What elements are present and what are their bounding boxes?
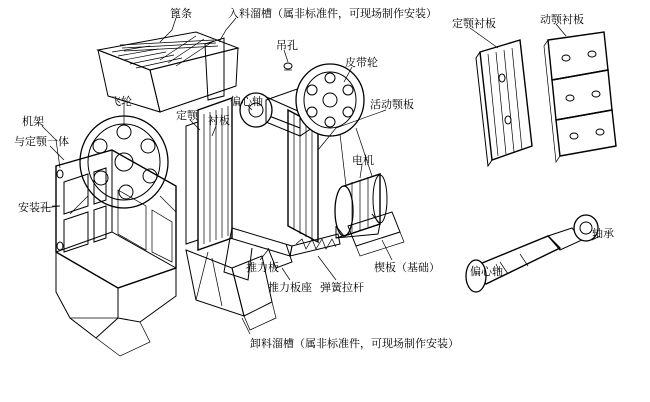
label-lifting-hole: 吊孔 <box>276 39 298 52</box>
label-motor: 电机 <box>352 154 374 167</box>
eccentric-shaft-assembly-art <box>466 215 598 292</box>
label-toggle-plate: 推力板 <box>246 261 279 274</box>
label-frame-integral: 与定颚一体 <box>14 135 69 148</box>
label-eccentric-shaft-right: 偏心轴 <box>470 265 503 278</box>
label-movable-jaw: 活动颚板 <box>370 98 414 111</box>
label-feed-chute: 入料溜槽（属非标准件，可现场制作安装） <box>228 7 437 20</box>
label-fixed-jaw-liner: 定颚衬板 <box>452 17 496 30</box>
label-liner-plate: 衬板 <box>208 114 230 127</box>
label-fixed-jaw: 定颚 <box>176 109 198 122</box>
label-flywheel: 飞轮 <box>110 95 132 108</box>
label-toggle-seat: 推力板座 <box>268 281 312 294</box>
label-movable-jaw-liner: 动颚衬板 <box>540 13 584 26</box>
label-grizzly-bar: 篦条 <box>170 7 192 20</box>
label-spring-rod: 弹簧拉杆 <box>320 281 364 294</box>
fixed-jaw-liner-art <box>476 40 532 166</box>
movable-jaw-liner-art <box>544 32 616 162</box>
label-frame: 机架 <box>22 115 44 128</box>
label-belt-pulley: 皮带轮 <box>345 56 378 69</box>
flywheel-art <box>70 116 176 214</box>
label-discharge-chute: 卸料溜槽（属非标准件，可现场制作安装） <box>250 337 459 350</box>
label-wedge-base: 楔板（基础） <box>374 261 440 274</box>
label-bearing: 轴承 <box>592 227 614 240</box>
label-eccentric-shaft-top: 偏心轴 <box>230 95 263 108</box>
label-mounting-hole: 安装孔 <box>18 201 51 214</box>
